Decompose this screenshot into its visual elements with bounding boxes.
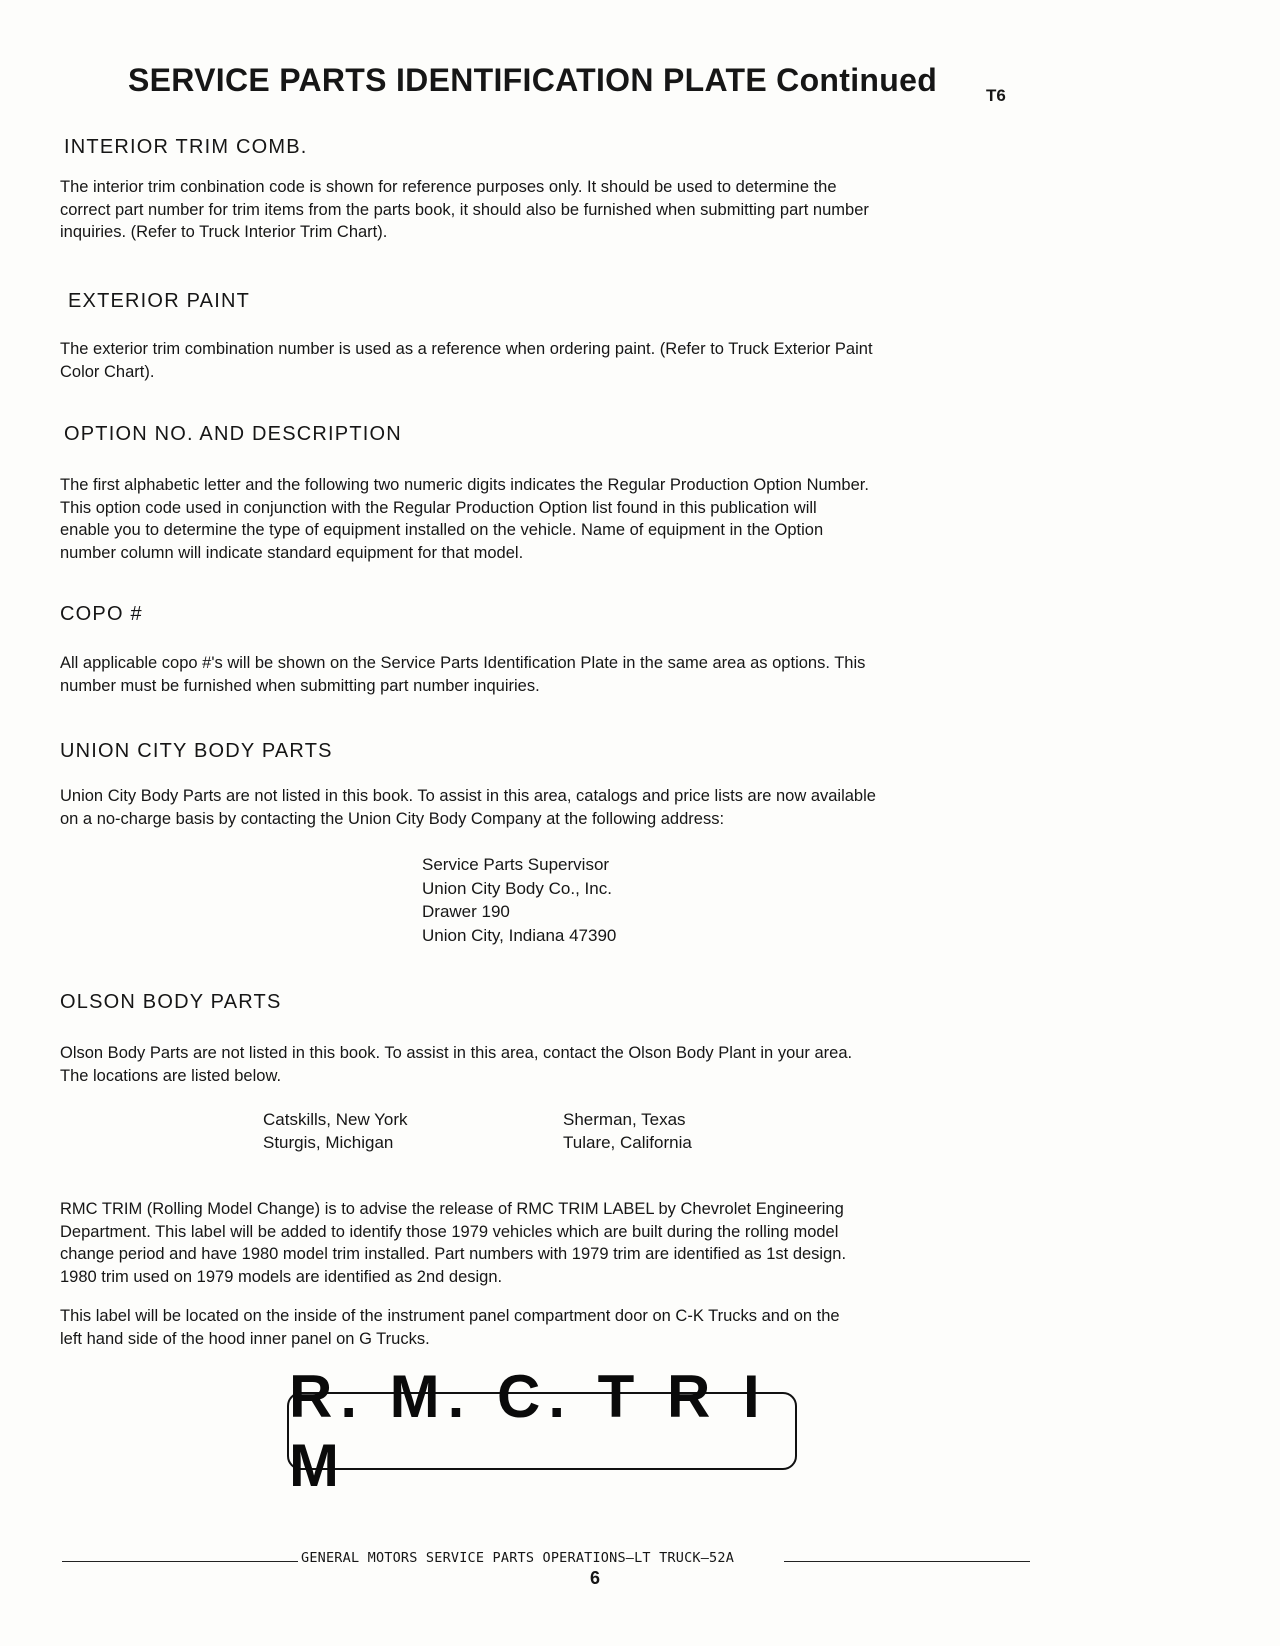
paragraph-exterior-paint [60, 338, 1020, 383]
heading-interior-trim: INTERIOR TRIM COMB. [64, 136, 308, 158]
paragraph-option-description [60, 474, 1020, 564]
paragraph-line: Department. This label will be added to identify those 1979 vehicles which are built during the rolling model [60, 1222, 839, 1241]
paragraph-line: Union City Body Parts are not listed in this book. To assist in this area, catalogs and price lists are now available [60, 787, 876, 805]
rmc-trim-label: R. M. C. T R I M [287, 1392, 797, 1470]
paragraph-rmc-trim [60, 1198, 1020, 1288]
paragraph-line: on a no-charge basis by contacting the Union City Body Company at the following address: [60, 809, 725, 828]
page-title: SERVICE PARTS IDENTIFICATION PLATE Continued [128, 62, 938, 98]
heading-option-description: OPTION NO. AND DESCRIPTION [64, 423, 402, 445]
paragraph-line: correct part number for trim items from the parts book, it should also be furnished when submitting part number [60, 200, 869, 219]
paragraph-line: All applicable copo #'s will be shown on the Service Parts Identification Plate in the same area as options. This [60, 654, 866, 672]
location-item: Sherman, Texas [563, 1110, 686, 1129]
paragraph-interior-trim [60, 176, 1020, 244]
paragraph-line: This label will be located on the inside of the instrument panel compartment door on C-K Trucks and on the [60, 1307, 840, 1325]
footer-rule-right [784, 1561, 1030, 1562]
paragraph-line: The exterior trim combination number is used as a reference when ordering paint. (Refer to Truck Exterior Paint [60, 340, 873, 358]
paragraph-line: The locations are listed below. [60, 1066, 282, 1085]
address-line: Drawer 190 [422, 902, 510, 921]
paragraph-line: The first alphabetic letter and the following two numeric digits indicates the Regular Production Option Number. [60, 476, 869, 494]
paragraph-olson [60, 1042, 1020, 1087]
heading-union-city: UNION CITY BODY PARTS [60, 740, 333, 762]
paragraph-line: The interior trim conbination code is shown for reference purposes only. It should be used to determine the [60, 178, 837, 196]
address-line: Union City, Indiana 47390 [422, 926, 617, 945]
page-code: T6 [986, 86, 1006, 105]
footer-rule-left [62, 1561, 298, 1562]
paragraph-line: number column will indicate standard equipment for that model. [60, 543, 524, 562]
paragraph-union-city [60, 785, 1020, 830]
footer-publication: GENERAL MOTORS SERVICE PARTS OPERATIONS—LT TRUCK—52A [301, 1550, 735, 1566]
heading-exterior-paint: EXTERIOR PAINT [68, 290, 251, 312]
paragraph-line: 1980 trim used on 1979 models are identified as 2nd design. [60, 1267, 503, 1286]
page-number: 6 [590, 1568, 601, 1588]
paragraph-line: Color Chart). [60, 362, 155, 381]
paragraph-line: inquiries. (Refer to Truck Interior Trim Chart). [60, 223, 388, 241]
address-line: Union City Body Co., Inc. [422, 879, 612, 898]
paragraph-line: left hand side of the hood inner panel on G Trucks. [60, 1329, 430, 1348]
paragraph-line: number must be furnished when submitting part number inquiries. [60, 676, 540, 695]
heading-olson: OLSON BODY PARTS [60, 991, 282, 1013]
paragraph-line: Olson Body Parts are not listed in this book. To assist in this area, contact the Olson Body Plant in your area. [60, 1044, 853, 1062]
paragraph-line: change period and have 1980 model trim installed. Part numbers with 1979 trim are identified as 1st design. [60, 1245, 847, 1263]
location-item: Catskills, New York [263, 1110, 408, 1129]
paragraph-label-location [60, 1305, 1020, 1350]
paragraph-line: enable you to determine the type of equipment installed on the vehicle. Name of equipment in the Option [60, 521, 824, 539]
paragraph-line: This option code used in conjunction with the Regular Production Option list found in this publication will [60, 498, 817, 517]
paragraph-copo [60, 652, 1020, 697]
location-item: Sturgis, Michigan [263, 1133, 394, 1152]
paragraph-line: RMC TRIM (Rolling Model Change) is to advise the release of RMC TRIM LABEL by Chevrolet Engineering [60, 1200, 844, 1218]
address-line: Service Parts Supervisor [422, 855, 610, 874]
location-item: Tulare, California [563, 1133, 692, 1152]
heading-copo: COPO # [60, 603, 143, 625]
